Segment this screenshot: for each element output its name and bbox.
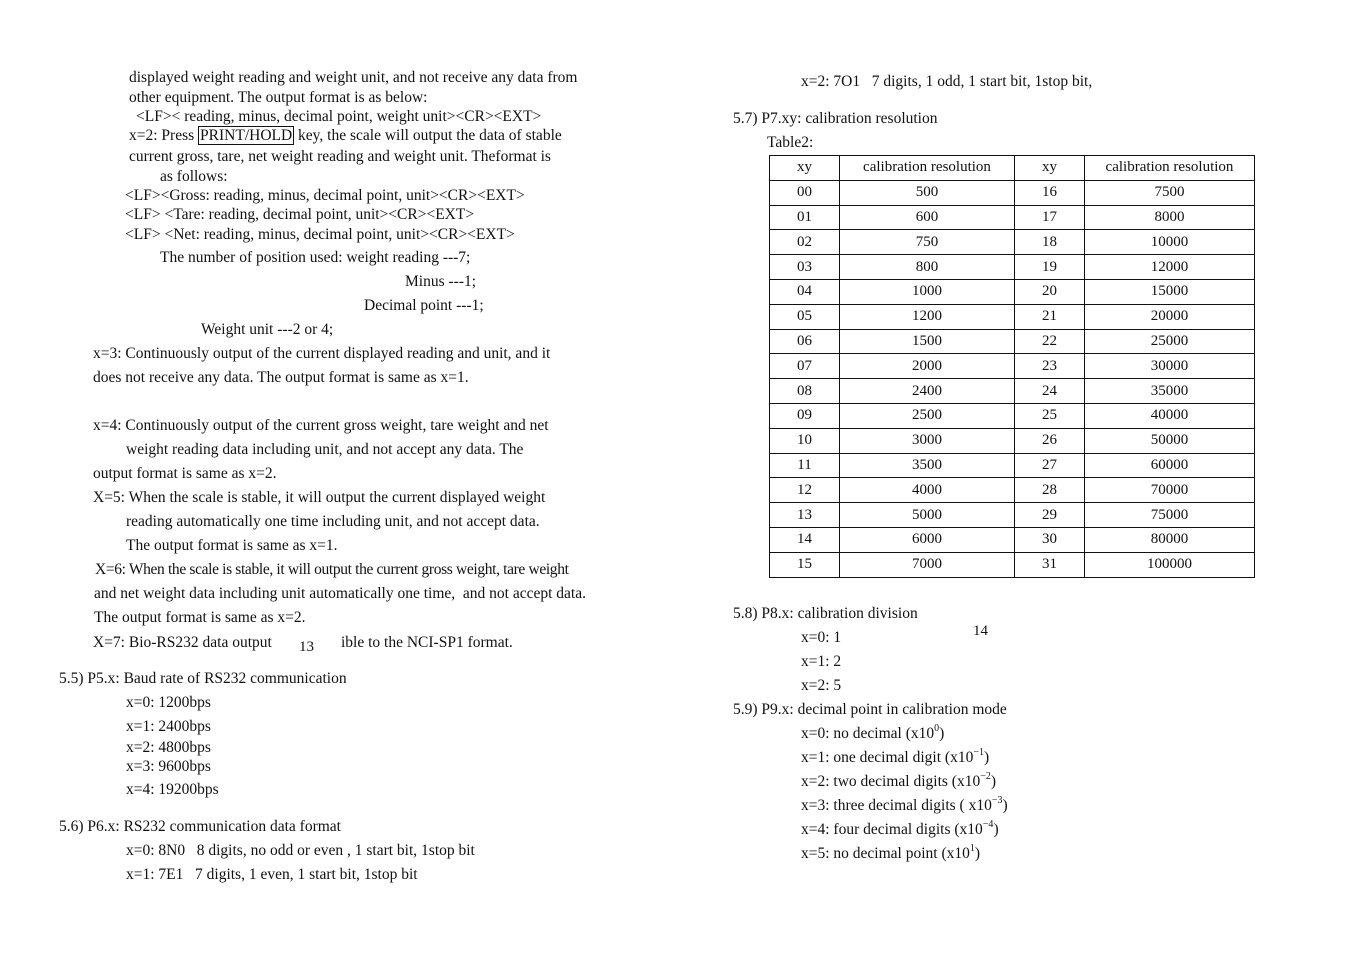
baud-option: x=2: 4800bps [126, 739, 211, 756]
table-cell: 7000 [840, 552, 1015, 577]
text-line: X=7: Bio-RS232 data output [93, 634, 272, 651]
table-cell: 25000 [1085, 329, 1255, 354]
decimal-option: x=3: three decimal digits ( $x10^{-3}$) [801, 795, 1008, 814]
table-row [770, 180, 1255, 205]
text-line: The number of position used: weight reading ---7; [160, 249, 471, 266]
format-line: <LF> <Net: reading, minus, decimal point, unit><CR><EXT> [125, 226, 515, 243]
table-cell: 19 [1015, 255, 1085, 280]
table-cell: 500 [840, 180, 1015, 205]
table-cell: 1000 [840, 279, 1015, 304]
table-row [770, 329, 1255, 354]
data-format-option: x=1: 7E1 7 digits, 1 even, 1 start bit, 1stop bit [126, 866, 418, 883]
table-cell: 11 [770, 453, 840, 478]
text-line: output format is same as x=2. [93, 465, 277, 482]
decimal-option: x=5: no decimal point $(x10^1)$ [801, 843, 981, 862]
table-cell: 3500 [840, 453, 1015, 478]
table-cell: 8000 [1085, 205, 1255, 230]
table-cell: 23 [1015, 354, 1085, 379]
text-line: Minus ---1; [405, 273, 477, 290]
table-cell: 17 [1015, 205, 1085, 230]
table-cell: 20000 [1085, 304, 1255, 329]
table-cell: 15000 [1085, 279, 1255, 304]
table-cell: 31 [1015, 552, 1085, 577]
table-row [770, 230, 1255, 255]
table-cell: 02 [770, 230, 840, 255]
text-line: weight reading data including unit, and not accept any data. The [126, 441, 524, 458]
page-number-right: 14 [973, 623, 988, 639]
table-cell: 35000 [1085, 379, 1255, 404]
section-heading-5-8: 5.8) P8.x: calibration division [733, 605, 918, 622]
table-cell: 75000 [1085, 503, 1255, 528]
print-hold-key-label: PRINT/HOLD [200, 127, 293, 144]
table-cell: 2500 [840, 403, 1015, 428]
data-format-option: x=2: 7O1 7 digits, 1 odd, 1 start bit, 1stop bit, [801, 73, 1093, 90]
table-cell: 01 [770, 205, 840, 230]
table-cell: 7500 [1085, 180, 1255, 205]
text-line: other equipment. The output format is as below: [129, 89, 428, 106]
decimal-option: x=2: two decimal digits $(x10^{-2})$ [801, 771, 997, 790]
table-row [770, 403, 1255, 428]
table-header: xy [770, 156, 840, 181]
text-line: Decimal point ---1; [364, 297, 484, 314]
text-line: does not receive any data. The output format is same as x=1. [93, 369, 469, 386]
table-cell: 80000 [1085, 527, 1255, 552]
text-line: ible to the NCI-SP1 format. [341, 634, 513, 651]
table-cell: 100000 [1085, 552, 1255, 577]
division-option: x=0: 1 [801, 629, 842, 646]
table-row [770, 527, 1255, 552]
text-line: The output format is same as x=1. [126, 537, 338, 554]
table-cell: 25 [1015, 403, 1085, 428]
table-cell: 12000 [1085, 255, 1255, 280]
decimal-option: x=4: four decimal digits $(x10^{-4})$ [801, 819, 999, 838]
table-row [770, 354, 1255, 379]
baud-option: x=4: 19200bps [126, 781, 219, 798]
text-line: as follows: [160, 168, 228, 185]
table-header: calibration resolution [1085, 156, 1255, 181]
table-cell: 2400 [840, 379, 1015, 404]
format-line: <LF><Gross: reading, minus, decimal point, unit><CR><EXT> [125, 187, 525, 204]
table-cell: 800 [840, 255, 1015, 280]
table-cell: 50000 [1085, 428, 1255, 453]
text-line: and net weight data including unit automatically one time, and not accept data. [94, 585, 586, 602]
table-cell: 05 [770, 304, 840, 329]
section-heading-5-9: 5.9) P9.x: decimal point in calibration mode [733, 701, 1007, 718]
table-cell: 09 [770, 403, 840, 428]
table-cell: 4000 [840, 478, 1015, 503]
table-cell: 6000 [840, 527, 1015, 552]
format-line: <LF>< reading, minus, decimal point, weight unit><CR><EXT> [136, 108, 542, 125]
baud-option: x=1: 2400bps [126, 718, 211, 735]
table-cell: 70000 [1085, 478, 1255, 503]
table-cell: 27 [1015, 453, 1085, 478]
table-cell: 26 [1015, 428, 1085, 453]
table-cell: 10 [770, 428, 840, 453]
table-cell: 16 [1015, 180, 1085, 205]
table-row [770, 304, 1255, 329]
table-cell: 15 [770, 552, 840, 577]
table-row [770, 552, 1255, 577]
table-cell: 14 [770, 527, 840, 552]
data-format-option: x=0: 8N0 8 digits, no odd or even , 1 start bit, 1stop bit [126, 842, 475, 859]
table-row [770, 255, 1255, 280]
text-line: X=5: When the scale is stable, it will output the current displayed weight [93, 489, 546, 506]
text-line: reading automatically one time including unit, and not accept data. [126, 513, 540, 530]
table-cell: 30000 [1085, 354, 1255, 379]
table-row [770, 279, 1255, 304]
table-row [770, 205, 1255, 230]
table-cell: 22 [1015, 329, 1085, 354]
table-row [770, 478, 1255, 503]
table-cell: 18 [1015, 230, 1085, 255]
table-cell: 5000 [840, 503, 1015, 528]
table-cell: 1500 [840, 329, 1015, 354]
text-line: x=2: Press PRINT/HOLD key, the scale will output the data of stable [129, 127, 562, 144]
table-cell: 21 [1015, 304, 1085, 329]
table-header-row [770, 156, 1255, 181]
table-cell: 03 [770, 255, 840, 280]
decimal-option: x=0: no decimal $(x10^0)$ [801, 723, 945, 742]
decimal-option: x=1: one decimal digit $(x10^{-1})$ [801, 747, 990, 766]
text-line: x=3: Continuously output of the current displayed reading and unit, and it [93, 345, 551, 362]
table-row [770, 379, 1255, 404]
text-line: current gross, tare, net weight reading and weight unit. Theformat is [129, 148, 551, 165]
table-cell: 28 [1015, 478, 1085, 503]
table-cell: 1200 [840, 304, 1015, 329]
table-cell: 600 [840, 205, 1015, 230]
table-caption: Table2: [767, 134, 814, 151]
table-header: xy [1015, 156, 1085, 181]
table-cell: 10000 [1085, 230, 1255, 255]
table-header: calibration resolution [840, 156, 1015, 181]
table-cell: 30 [1015, 527, 1085, 552]
text-line: displayed weight reading and weight unit, and not receive any data from [129, 69, 578, 86]
table-cell: 00 [770, 180, 840, 205]
text-line: The output format is same as x=2. [94, 609, 306, 626]
text-line: X=6: When the scale is stable, it will output the current gross weight, tare weight [95, 561, 569, 578]
table-cell: 29 [1015, 503, 1085, 528]
table-row [770, 428, 1255, 453]
section-heading-5-5: 5.5) P5.x: Baud rate of RS232 communication [59, 670, 347, 687]
page-number-left: 13 [299, 639, 314, 655]
text-line: Weight unit ---2 or 4; [201, 321, 334, 338]
table-cell: 07 [770, 354, 840, 379]
baud-option: x=3: 9600bps [126, 758, 211, 775]
table-cell: 13 [770, 503, 840, 528]
table-cell: 08 [770, 379, 840, 404]
table-cell: 06 [770, 329, 840, 354]
section-heading-5-6: 5.6) P6.x: RS232 communication data format [59, 818, 341, 835]
table-row [770, 453, 1255, 478]
baud-option: x=0: 1200bps [126, 694, 211, 711]
text-line: x=4: Continuously output of the current gross weight, tare weight and net [93, 417, 549, 434]
table-cell: 20 [1015, 279, 1085, 304]
table-cell: 40000 [1085, 403, 1255, 428]
format-line: <LF> <Tare: reading, decimal point, unit><CR><EXT> [125, 206, 475, 223]
table-cell: 60000 [1085, 453, 1255, 478]
calibration-resolution-table [769, 155, 1255, 578]
table-cell: 3000 [840, 428, 1015, 453]
table-cell: 04 [770, 279, 840, 304]
division-option: x=1: 2 [801, 653, 842, 670]
section-heading-5-7: 5.7) P7.xy: calibration resolution [733, 110, 938, 127]
table-body [770, 180, 1255, 577]
table-cell: 750 [840, 230, 1015, 255]
table-cell: 24 [1015, 379, 1085, 404]
table-row [770, 503, 1255, 528]
table-cell: 12 [770, 478, 840, 503]
table-cell: 2000 [840, 354, 1015, 379]
division-option: x=2: 5 [801, 677, 842, 694]
